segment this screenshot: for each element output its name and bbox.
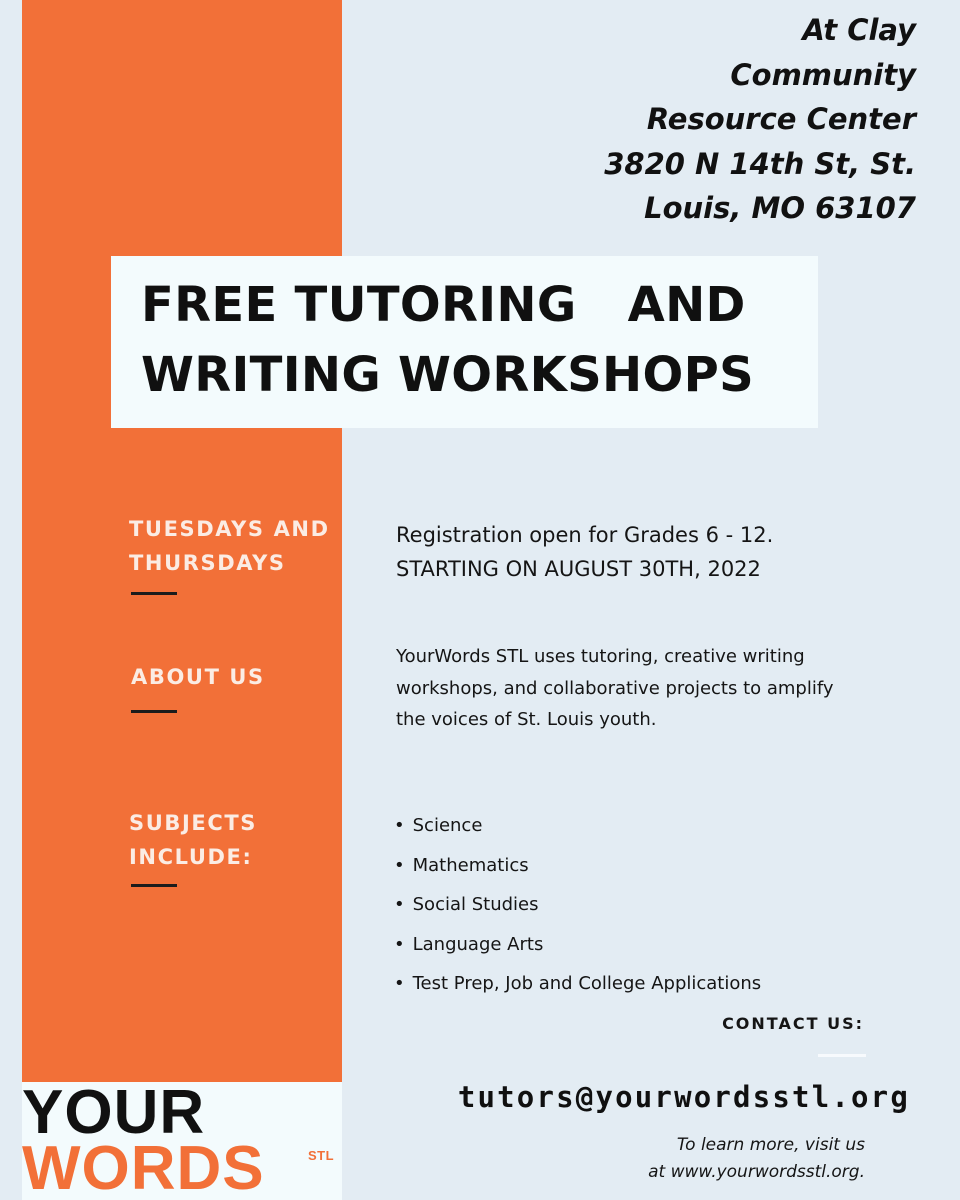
contact-divider [818,1054,866,1057]
title-line-2: WRITING WORKSHOPS [141,347,754,403]
page-title [141,270,821,410]
yourwords-logo [22,1082,342,1200]
website-link[interactable]: at www.yourwordsstl.org. [648,1162,865,1182]
address-line: At Clay [802,13,916,47]
schedule-label [129,512,349,580]
list-item: • Social Studies [394,885,894,925]
address-line: Resource Center [646,102,916,136]
address-line: 3820 N 14th St, St. [604,146,916,181]
learn-more-line-1: To learn more, visit us [676,1135,865,1155]
schedule-label-line-1: TUESDAYS AND [129,517,330,541]
subjects-divider [131,884,177,887]
about-label: ABOUT US [131,665,265,689]
list-item: • Language Arts [394,925,894,965]
contact-label: CONTACT US: [722,1014,864,1033]
venue-address [456,8,916,231]
title-line-1: FREE TUTORING AND [141,277,746,333]
subjects-label-line-2: INCLUDE: [129,845,253,869]
start-date: STARTING ON AUGUST 30TH, 2022 [396,557,761,581]
subjects-list [394,806,894,1004]
list-item: • Test Prep, Job and College Applications [394,964,894,1004]
logo-word-your: YOUR [22,1082,206,1147]
subjects-label-line-1: SUBJECTS [129,811,258,835]
title-banner [111,256,818,428]
about-divider [131,710,177,713]
list-item: • Mathematics [394,846,894,886]
registration-info [396,518,916,586]
schedule-label-line-2: THURSDAYS [129,551,286,575]
learn-more-text [485,1132,865,1186]
logo-word-words: WORDS [22,1134,265,1200]
schedule-divider [131,592,177,595]
list-item: • Science [394,806,894,846]
subjects-label [129,806,349,874]
orange-side-panel [22,0,342,1200]
logo-suffix-stl: STL [308,1148,335,1163]
address-line: Community [730,57,916,92]
about-text: YourWords STL uses tutoring, creative writing workshops, and collaborative projects to amplify the voices of St. Louis youth. [396,646,834,730]
address-line: Louis, MO 63107 [644,191,916,225]
registration-text: Registration open for Grades 6 - 12. [396,523,774,547]
contact-email[interactable]: tutors@yourwordsstl.org [457,1080,910,1114]
